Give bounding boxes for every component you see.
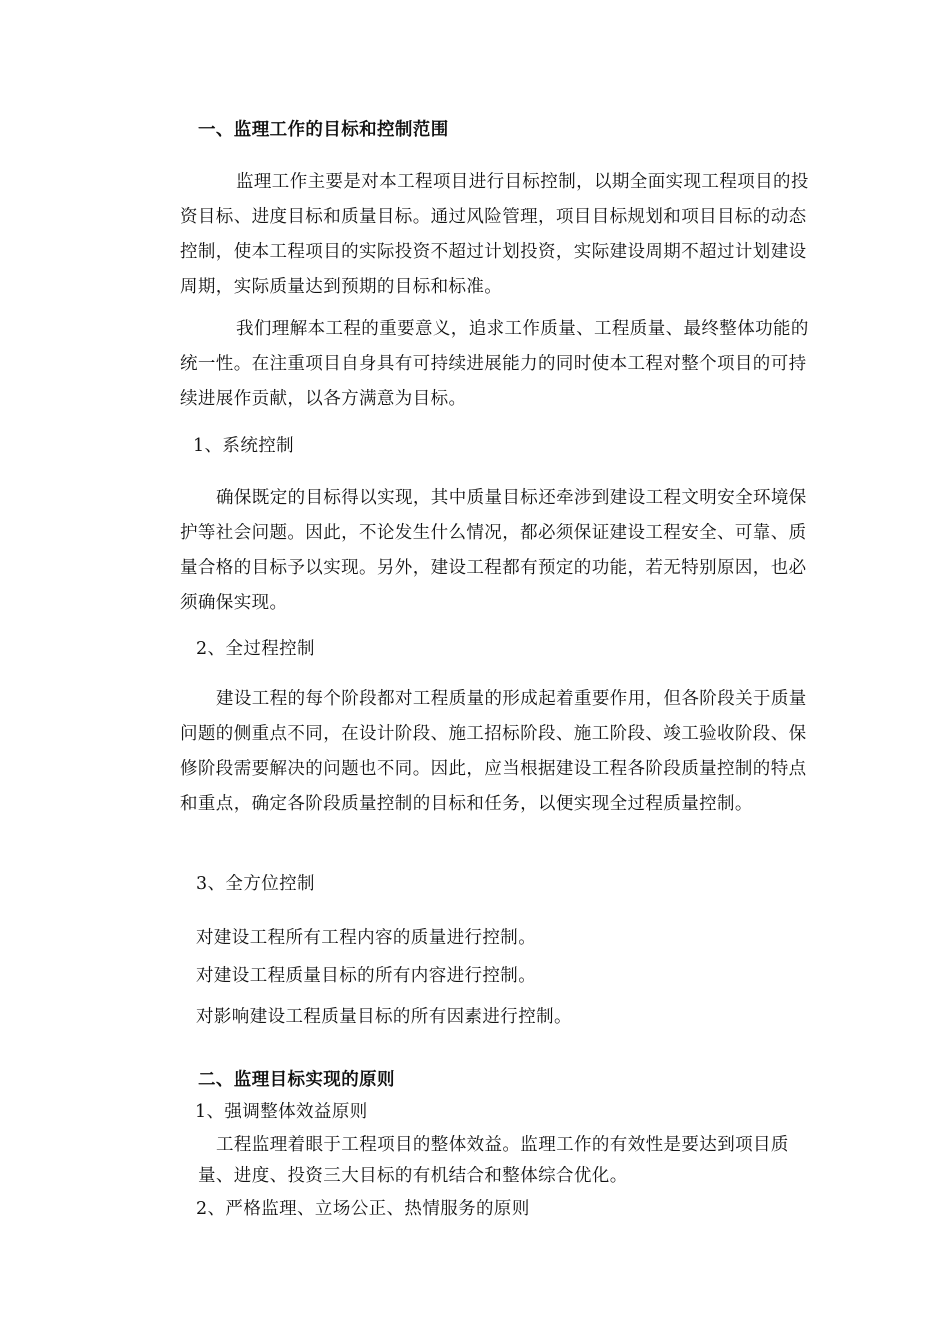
section-1-paragraph-1: 监理工作主要是对本工程项目进行目标控制，以期全面实现工程项目的投资目标、进度目标和质量目标。通过风险管理，项目目标规划和项目目标的动态控制，使本工程项目的实际投资不超过计划投资，实际建设周期不超过计划建设周期，实际质量达到预期的目标和标准。 xyxy=(180,172,809,297)
subsection-2-title: 2、全过程控制 xyxy=(196,639,315,659)
section-2-subsection-1-title: 1、强调整体效益原则 xyxy=(195,1102,368,1122)
section-2-subsection-2-title: 2、严格监理、立场公正、热情服务的原则 xyxy=(196,1199,530,1219)
section-1-heading: 一、监理工作的目标和控制范围 xyxy=(198,120,449,140)
section-2-subsection-1-body: 工程监理着眼于工程项目的整体效益。监理工作的有效性是要达到项目质量、进度、投资三大目标的有机结合和整体综合优化。 xyxy=(198,1135,789,1186)
subsection-1-title: 1、系统控制 xyxy=(193,436,295,456)
subsection-2-body: 建设工程的每个阶段都对工程质量的形成起着重要作用，但各阶段关于质量问题的侧重点不同，在设计阶段、施工招标阶段、施工阶段、竣工验收阶段、保修阶段需要解决的问题也不同。因此，应当根据建设工程各阶段质量控制的特点和重点，确定各阶段质量控制的目标和任务，以便实现全过程质量控制。 xyxy=(180,689,807,814)
section-2-heading: 二、监理目标实现的原则 xyxy=(198,1070,395,1090)
list-item: 对建设工程质量目标的所有内容进行控制。 xyxy=(196,966,537,986)
section-1-paragraph-2: 我们理解本工程的重要意义，追求工作质量、工程质量、最终整体功能的统一性。在注重项目自身具有可持续进展能力的同时使本工程对整个项目的可持续进展作贡献，以各方满意为目标。 xyxy=(180,319,809,409)
subsection-3-title: 3、全方位控制 xyxy=(196,874,315,894)
list-item: 对影响建设工程质量目标的所有因素进行控制。 xyxy=(196,1007,572,1027)
subsection-1-body: 确保既定的目标得以实现，其中质量目标还牵涉到建设工程文明安全环境保护等社会问题。因此，不论发生什么情况，都必须保证建设工程安全、可靠、质量合格的目标予以实现。另外，建设工程都有预定的功能，若无特别原因，也必须确保实现。 xyxy=(180,488,807,613)
list-item: 对建设工程所有工程内容的质量进行控制。 xyxy=(196,928,537,948)
